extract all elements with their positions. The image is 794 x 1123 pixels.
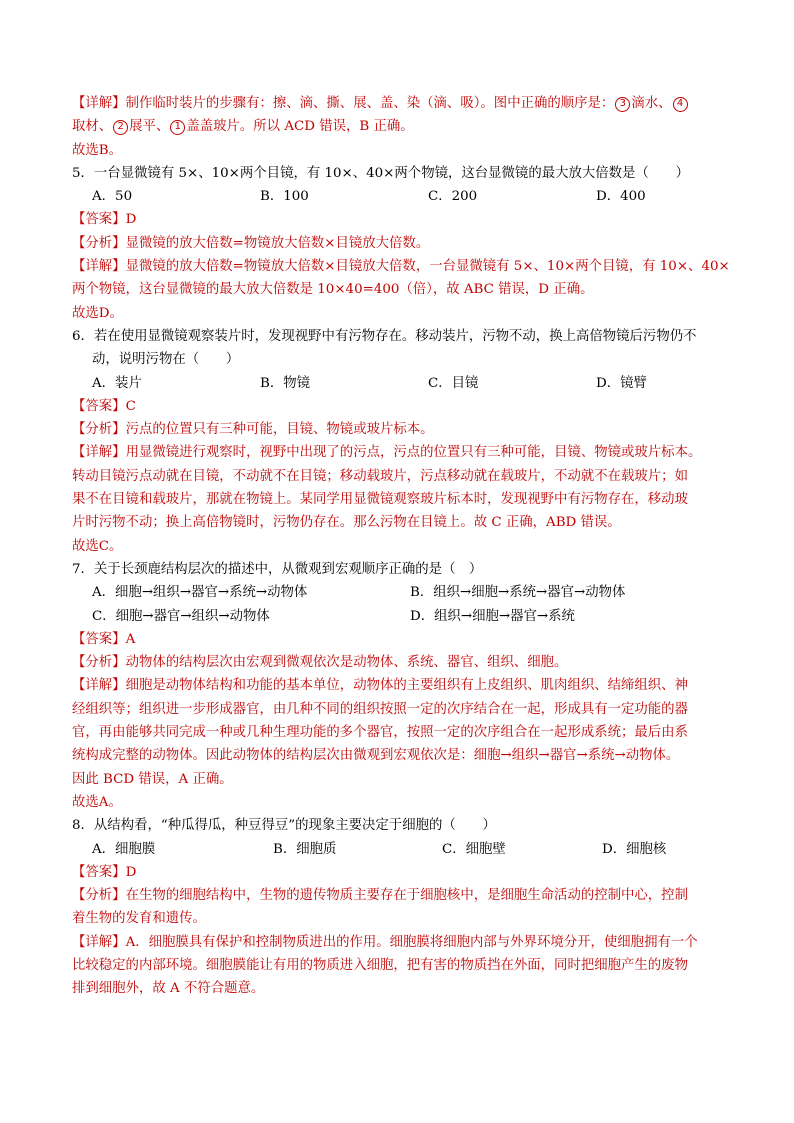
q4-conclusion: 故选B。	[72, 142, 123, 158]
option-d: D．细胞核	[602, 841, 667, 857]
detail-text: 展平、	[129, 119, 170, 135]
option-d: D．镜臂	[596, 375, 647, 391]
circled-number-3: 3	[615, 97, 630, 112]
detail-tag: 【详解】	[72, 934, 126, 950]
answer-tag: 【答案】	[72, 864, 126, 880]
option-c: C．目镜	[428, 375, 479, 391]
option-a: A．50	[92, 189, 133, 205]
q6-answer	[72, 395, 732, 418]
analysis-text: 污点的位置只有三种可能，目镜、物镜或玻片标本。	[125, 422, 434, 438]
detail-tag: 【详解】	[72, 96, 126, 111]
q6-detail-line-3: 果不在目镜和载玻片，那就在物镜上。某同学用显微镜观察玻片标本时，发现视野中有污物存在，移动玻	[72, 492, 688, 508]
q6-detail-line-4: 片时污物不动；换上高倍物镜时，污物仍存在。那么污物在目镜上。故 C 正确，ABD 错误。	[72, 515, 621, 531]
option-d: D．组织→细胞→器官→系统	[410, 608, 575, 624]
q7-answer	[72, 628, 732, 651]
q6-conclusion: 故选C。	[72, 538, 123, 554]
q5-detail-line-2: 两个物镜，这台显微镜的最大放大倍数是 10×40=400（倍），故 ABC 错误，D 正确。	[72, 282, 594, 298]
answer-tag: 【答案】	[72, 212, 126, 228]
q5-answer	[72, 208, 732, 231]
q5-detail-line-1	[72, 255, 732, 278]
detail-text: 盖盖玻片。所以 ACD 错误，B 正确。	[186, 119, 414, 135]
detail-tag: 【详解】	[72, 445, 126, 461]
q8-detail-line-3: 排到细胞外，故 A 不符合题意。	[72, 981, 265, 997]
q5-question: 5．一台显微镜有 5×、10×两个目镜，有 10×、40×两个物镜，这台显微镜的最大放大倍数是（ ）	[72, 165, 689, 181]
q7-question: 7．关于长颈鹿结构层次的描述中，从微观到宏观顺序正确的是（ ）	[72, 561, 483, 577]
option-d: D．400	[596, 189, 646, 205]
answer-value: D	[125, 864, 137, 880]
q6-detail-line-2: 转动目镜污点动就在目镜，不动就不在目镜；移动载玻片，污点移动就在载玻片，不动就不在载玻片；如	[72, 468, 688, 484]
q6-analysis	[72, 418, 732, 441]
option-c: C．细胞壁	[442, 841, 506, 857]
q6-detail-line-1	[72, 441, 732, 464]
q7-analysis	[72, 651, 732, 674]
option-b: B．组织→细胞→系统→器官→动物体	[410, 585, 626, 601]
q6-question-line-1: 6．若在使用显微镜观察装片时，发现视野中有污物存在。移动装片，污物不动，换上高倍物镜后污物仍不	[72, 328, 697, 344]
answer-value: D	[125, 212, 137, 228]
q7-conclusion: 故选A。	[72, 794, 122, 810]
detail-text: 制作临时装片的步骤有：擦、滴、撕、展、盖、染（滴、吸）。图中正确的顺序是：	[125, 96, 615, 111]
option-b: B．细胞质	[273, 841, 337, 857]
detail-text: 细胞是动物体结构和功能的基本单位，动物体的主要组织有上皮组织、肌肉组织、结缔组织、神	[125, 678, 688, 694]
analysis-tag: 【分析】	[72, 888, 126, 904]
q7-detail-line-2: 经组织等；组织进一步形成器官，由几种不同的组织按照一定的次序结合在一起，形成具有一定功能的器	[72, 701, 688, 717]
circled-number-1: 1	[170, 120, 185, 135]
q8-question: 8．从结构看，“种瓜得瓜，种豆得豆”的现象主要决定于细胞的（ ）	[72, 818, 496, 834]
answer-tag: 【答案】	[72, 398, 126, 414]
circled-number-4: 4	[673, 97, 688, 112]
analysis-tag: 【分析】	[72, 235, 126, 251]
q8-analysis-line-2: 着生物的发育和遗传。	[72, 911, 206, 927]
detail-text: 用显微镜进行观察时，视野中出现了的污点，污点的位置只有三种可能，目镜、物镜或玻片标本。	[125, 445, 702, 461]
detail-text: A．细胞膜具有保护和控制物质进出的作用。细胞膜将细胞内部与外界环境分开，使细胞拥有一个	[125, 934, 698, 950]
q5-options	[72, 185, 732, 208]
option-a: A．细胞→组织→器官→系统→动物体	[92, 585, 308, 601]
circled-number-2: 2	[113, 120, 128, 135]
q8-options	[72, 838, 732, 861]
q8-detail-line-2: 比较稳定的内部环境。细胞膜能让有用的物质进入细胞，把有害的物质挡在外面，同时把细胞产生的废物	[72, 957, 688, 973]
option-b: B．100	[260, 189, 309, 205]
q7-detail-line-1	[72, 674, 732, 697]
analysis-tag: 【分析】	[72, 655, 126, 671]
q7-detail-line-3: 官，再由能够共同完成一种或几种生理功能的多个器官，按照一定的次序组合在一起形成系统；最后由系	[72, 725, 688, 741]
q4-detail-line-2	[72, 115, 732, 138]
q8-analysis-line-1	[72, 884, 732, 907]
q5-analysis	[72, 232, 732, 255]
q7-options-row-2	[72, 605, 732, 628]
analysis-text: 在生物的细胞结构中，生物的遗传物质主要存在于细胞核中，是细胞生命活动的控制中心，控制	[125, 888, 688, 904]
detail-text: 显微镜的放大倍数=物镜放大倍数×目镜放大倍数，一台显微镜有 5×、10×两个目镜，有 10×、40×	[125, 259, 730, 275]
option-c: C．细胞→器官→组织→动物体	[92, 608, 270, 624]
answer-value: A	[125, 631, 136, 647]
q7-detail-line-5: 因此 BCD 错误，A 正确。	[72, 771, 233, 787]
q7-detail-line-4: 统构成完整的动物体。因此动物体的结构层次由微观到宏观依次是：细胞→组织→器官→系统→动物体。	[72, 748, 680, 764]
detail-text: 取材、	[72, 119, 113, 135]
analysis-text: 动物体的结构层次由宏观到微观依次是动物体、系统、器官、组织、细胞。	[125, 655, 568, 671]
q5-conclusion: 故选D。	[72, 305, 123, 321]
answer-value: C	[125, 398, 136, 414]
option-a: A．装片	[92, 375, 142, 391]
answer-tag: 【答案】	[72, 631, 126, 647]
detail-tag: 【详解】	[72, 259, 126, 275]
option-a: A．细胞膜	[92, 841, 156, 857]
q4-detail-line-1	[72, 92, 732, 115]
q8-answer	[72, 861, 732, 884]
q6-question-line-2: 动，说明污物在（ ）	[92, 352, 240, 368]
analysis-text: 显微镜的放大倍数=物镜放大倍数×目镜放大倍数。	[125, 235, 430, 251]
detail-tag: 【详解】	[72, 678, 126, 694]
document-page	[72, 92, 732, 1001]
option-b: B．物镜	[260, 375, 311, 391]
analysis-tag: 【分析】	[72, 422, 126, 438]
option-c: C．200	[428, 189, 478, 205]
detail-text: 滴水、	[631, 96, 672, 111]
q8-detail-line-1	[72, 931, 732, 954]
q6-options	[72, 372, 732, 395]
q7-options-row-1	[72, 581, 732, 604]
